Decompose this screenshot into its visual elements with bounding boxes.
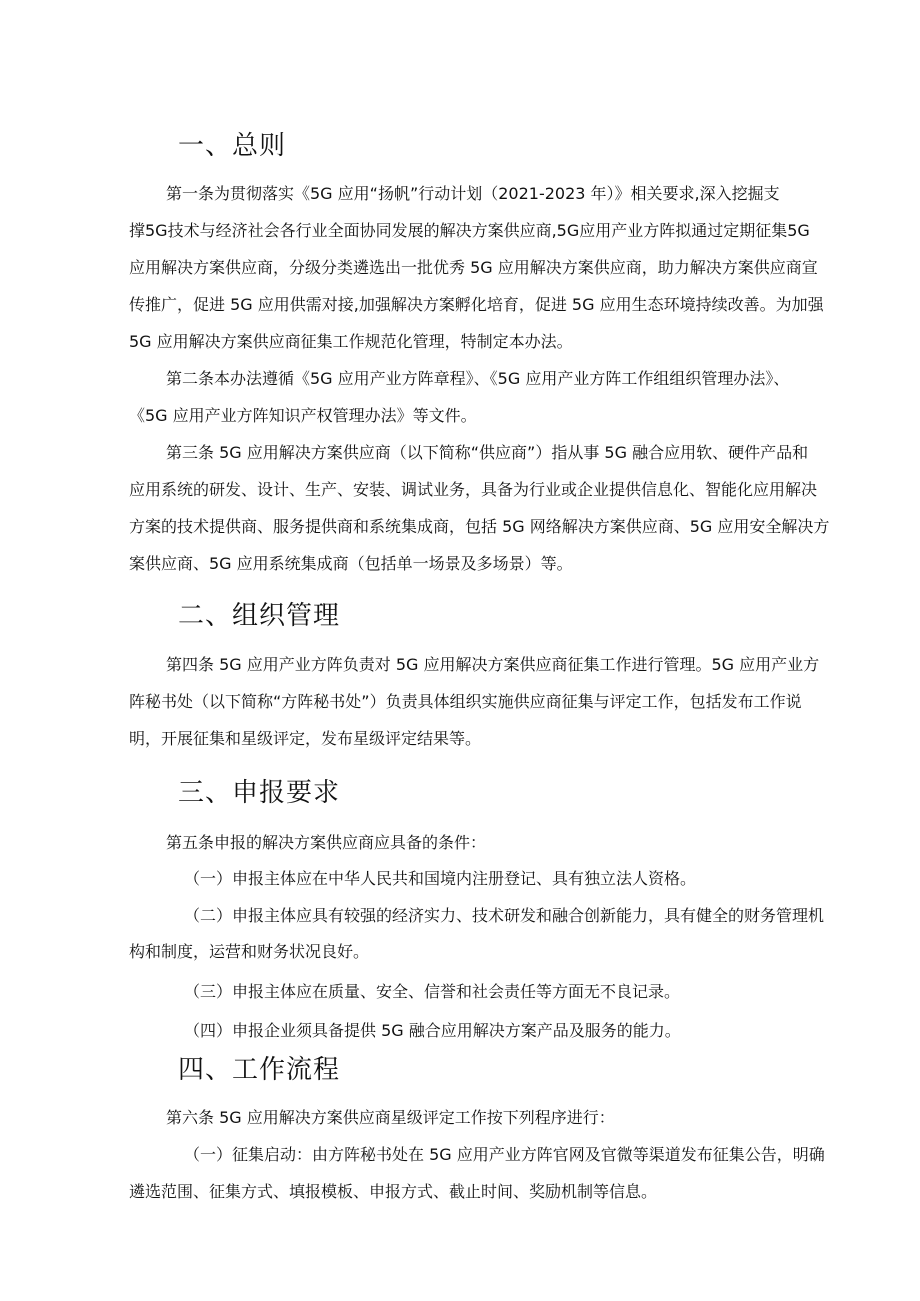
list-item: （三）申报主体应在质量、安全、信誉和社会责任等方面无不良记录。	[184, 982, 681, 1001]
paragraph-line: 方案的技术提供商、服务提供商和系统集成商，包括 5G 网络解决方案供应商、5G 应用安全解决方	[129, 517, 830, 536]
paragraph-line: 构和制度，运营和财务状况良好。	[129, 942, 370, 961]
list-item: （二）申报主体应具有较强的经济实力、技术研发和融合创新能力，具有健全的财务管理机	[184, 906, 825, 925]
paragraph-line: 第六条 5G 应用解决方案供应商星级评定工作按下列程序进行：	[166, 1108, 615, 1127]
paragraph-line: 应用系统的研发、设计、生产、安装、调试业务，具备为行业或企业提供信息化、智能化应用解决	[129, 480, 818, 499]
paragraph-line: 案供应商、5G 应用系统集成商（包括单一场景及多场景）等。	[129, 554, 573, 573]
paragraph-line: 第五条申报的解决方案供应商应具备的条件：	[166, 833, 487, 852]
paragraph-line: 第三条 5G 应用解决方案供应商（以下简称“供应商”）指从事 5G 融合应用软、硬件产品和	[166, 443, 809, 462]
paragraph-line: 传推广，促进 5G 应用供需对接,加强解决方案孵化培育，促进 5G 应用生态环境持续改善。为加强	[129, 295, 824, 314]
paragraph-line: 第一条为贯彻落实《5G 应用“扬帆”行动计划（2021-2023 年）》相关要求,深入挖掘支	[166, 184, 780, 203]
paragraph-line: 阵秘书处（以下简称“方阵秘书处”）负责具体组织实施供应商征集与评定工作，包括发布工作说	[129, 692, 802, 711]
paragraph-line: 遴选范围、征集方式、填报模板、申报方式、截止时间、奖励机制等信息。	[129, 1182, 658, 1201]
paragraph-line: 应用解决方案供应商，分级分类遴选出一批优秀 5G 应用解决方案供应商，助力解决方案供应商宣	[129, 258, 818, 277]
paragraph-line: 《5G 应用产业方阵知识产权管理办法》等文件。	[129, 406, 477, 425]
section-heading-general: 一、总则	[178, 131, 287, 161]
section-heading-workflow: 四、工作流程	[178, 1055, 341, 1085]
list-item: （一）申报主体应在中华人民共和国境内注册登记、具有独立法人资格。	[184, 869, 697, 888]
paragraph-line: 第四条 5G 应用产业方阵负责对 5G 应用解决方案供应商征集工作进行管理。5G 应用产业方	[166, 655, 820, 674]
paragraph-line: 明，开展征集和星级评定，发布星级评定结果等。	[129, 729, 482, 748]
section-heading-requirements: 三、申报要求	[178, 778, 341, 808]
list-item: （四）申报企业须具备提供 5G 融合应用解决方案产品及服务的能力。	[184, 1021, 681, 1040]
paragraph-line: 5G 应用解决方案供应商征集工作规范化管理，特制定本办法。	[129, 332, 573, 351]
list-item: （一）征集启动：由方阵秘书处在 5G 应用产业方阵官网及官微等渠道发布征集公告，明确	[184, 1145, 825, 1164]
paragraph-line: 第二条本办法遵循《5G 应用产业方阵章程》、《5G 应用产业方阵工作组组织管理办法》、	[166, 369, 790, 388]
section-heading-organization: 二、组织管理	[178, 601, 341, 631]
paragraph-line: 撑5G技术与经济社会各行业全面协同发展的解决方案供应商,5G应用产业方阵拟通过定期征集5G	[129, 221, 810, 240]
